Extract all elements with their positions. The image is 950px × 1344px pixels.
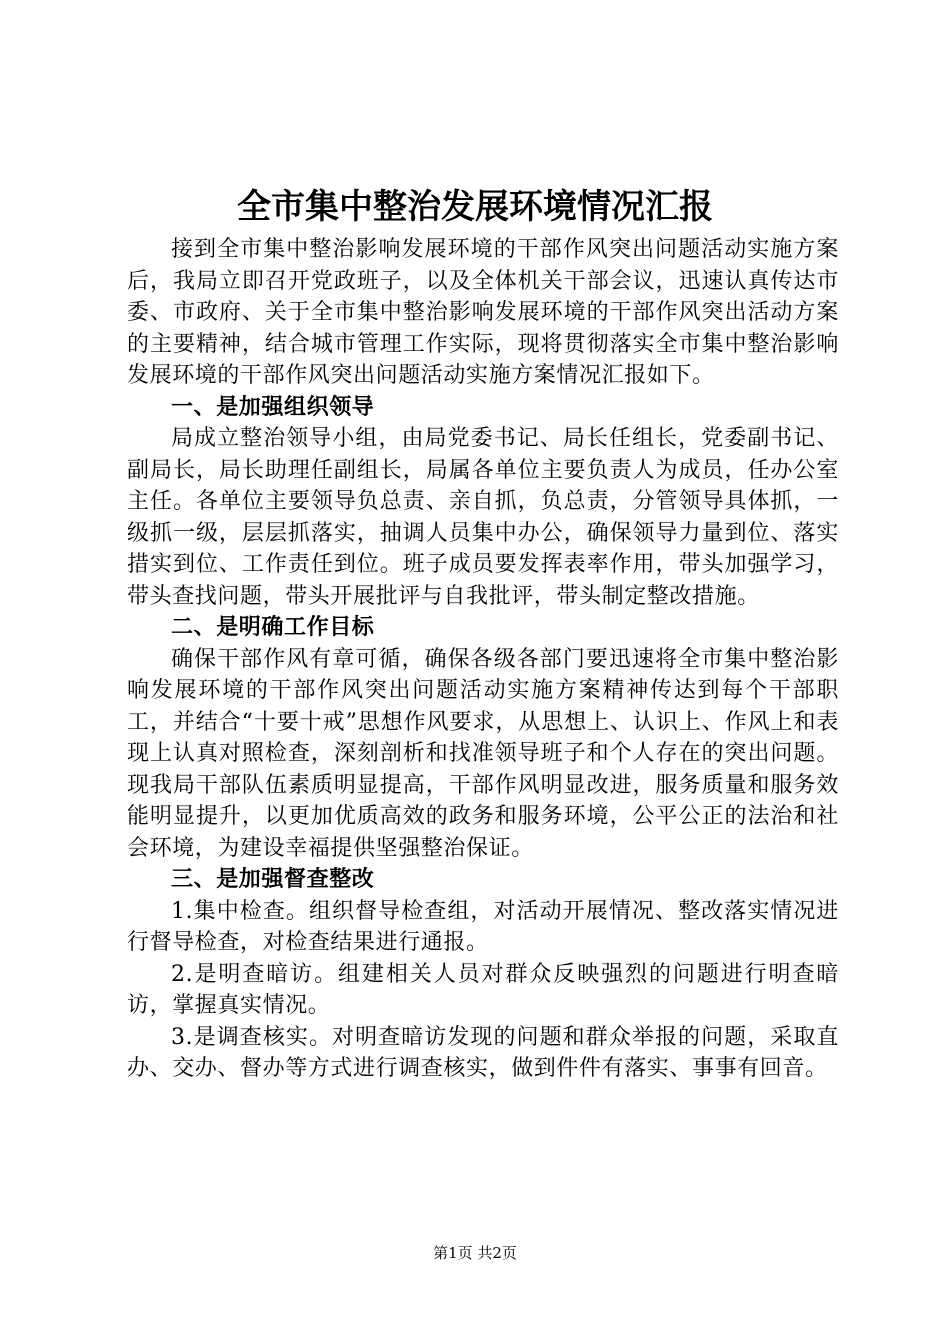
section-1-paragraph: 局成立整治领导小组，由局党委书记、局长任组长，党委副书记、副局长，局长助理任副组长，局属各单位主要负责人为成员，任办公室主任。各单位主要领导负总责、亲自抓，负总责，分管领导具体抓，一级抓一级，层层抓落实，抽调人员集中办公，确保领导力量到位、落实措实到位、工作责任到位。班子成员要发挥表率作用，带头加强学习，带头查找问题，带头开展批评与自我批评，带头制定整改措施。 [127, 426, 839, 609]
section-3-item-2: 2.是明查暗访。组建相关人员对群众反映强烈的问题进行明查暗访，掌握真实情况。 [127, 961, 839, 1018]
section-3-heading: 三、是加强督查整改 [171, 867, 375, 892]
intro-paragraph: 接到全市集中整治影响发展环境的干部作风突出问题活动实施方案后，我局立即召开党政班子，以及全体机关干部会议，迅速认真传达市委、市政府、关于全市集中整治影响发展环境的干部作风突出活动方案的主要精神，结合城市管理工作实际，现将贯彻落实全市集中整治影响发展环境的干部作风突出问题活动实施方案情况汇报如下。 [127, 237, 839, 388]
document-title: 全市集中整治发展环境情况汇报 [237, 187, 713, 227]
section-3-item-3: 3.是调查核实。对明查暗访发现的问题和群众举报的问题，采取直办、交办、督办等方式进行调查核实，做到件件有落实、事事有回音。 [127, 1024, 839, 1081]
section-3-item-1: 1.集中检查。组织督导检查组，对活动开展情况、整改落实情况进行督导检查，对检查结果进行通报。 [127, 898, 839, 955]
page-number-footer: 第1页 共2页 [433, 1244, 517, 1262]
document-body [127, 234, 839, 1085]
section-2-paragraph: 确保干部作风有章可循，确保各级各部门要迅速将全市集中整治影响发展环境的干部作风突出问题活动实施方案精神传达到每个干部职工，并结合“十要十戒”思想作风要求，从思想上、认识上、作风上和表现上认真对照检查，深刻剖析和找准领导班子和个人存在的突出问题。现我局干部队伍素质明显提高，干部作风明显改进，服务质量和服务效能明显提升，以更加优质高效的政务和服务环境，公平公正的法治和社会环境，为建设幸福提供坚强整治保证。 [127, 646, 839, 861]
section-1-heading: 一、是加强组织领导 [171, 394, 375, 420]
section-2-heading: 二、是明确工作目标 [171, 615, 375, 640]
